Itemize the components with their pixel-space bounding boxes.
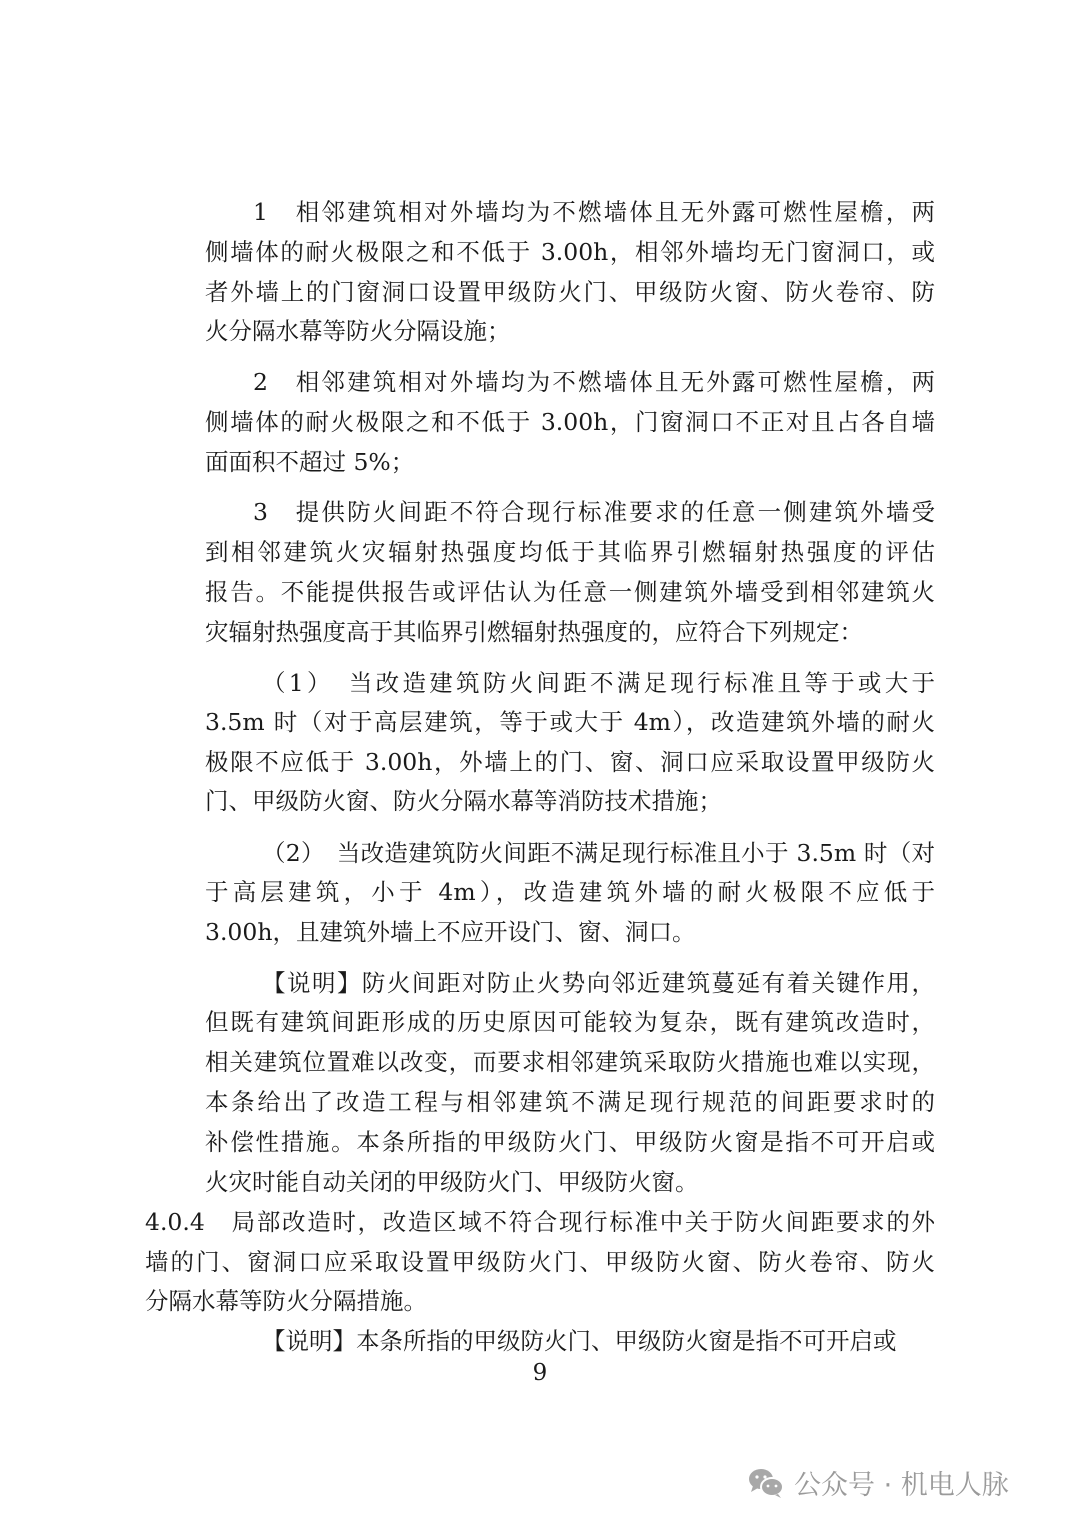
text-line: 面面积不超过 5%； — [205, 448, 415, 476]
text-line: 门、甲级防火窗、防火分隔水幕等消防技术措施； — [205, 787, 722, 815]
text-line: 1 相邻建筑相对外墙均为不燃墙体且无外露可燃性屋檐，两 — [253, 198, 935, 226]
text-line: 侧墙体的耐火极限之和不低于 3.00h，相邻外墙均无门窗洞口，或 — [205, 238, 935, 266]
text-line: 4.0.4 局部改造时，改造区域不符合现行标准中关于防火间距要求的外 — [145, 1208, 935, 1236]
text-line: 侧墙体的耐火极限之和不低于 3.00h，门窗洞口不正对且占各自墙 — [205, 408, 935, 436]
text-line: 火灾时能自动关闭的甲级防火门、甲级防火窗。 — [205, 1168, 699, 1196]
text-line: 相关建筑位置难以改变，而要求相邻建筑采取防火措施也难以实现， — [205, 1048, 935, 1076]
text-line: 3.00h，且建筑外墙上不应开设门、窗、洞口。 — [205, 918, 696, 946]
text-line: 本条给出了改造工程与相邻建筑不满足现行规范的间距要求时的 — [205, 1088, 935, 1116]
text-line: 灾辐射热强度高于其临界引燃辐射热强度的，应符合下列规定： — [205, 618, 863, 646]
wechat-icon — [748, 1467, 784, 1499]
text-line: （1） 当改造建筑防火间距不满足现行标准且等于或大于 — [262, 669, 935, 697]
text-line: 报告。不能提供报告或评估认为任意一侧建筑外墙受到相邻建筑火 — [205, 578, 935, 606]
text-line: 墙的门、窗洞口应采取设置甲级防火门、甲级防火窗、防火卷帘、防火 — [145, 1248, 935, 1276]
text-line: 【说明】本条所指的甲级防火门、甲级防火窗是指不可开启或 — [262, 1327, 897, 1355]
text-line: 【说明】防火间距对防止火势向邻近建筑蔓延有着关键作用， — [262, 969, 935, 997]
text-line: 于高层建筑，小于 4m），改造建筑外墙的耐火极限不应低于 — [205, 878, 935, 906]
text-line: 3 提供防火间距不符合现行标准要求的任意一侧建筑外墙受 — [253, 498, 935, 526]
text-line: 2 相邻建筑相对外墙均为不燃墙体且无外露可燃性屋檐，两 — [253, 368, 935, 396]
text-line: 3.5m 时（对于高层建筑，等于或大于 4m），改造建筑外墙的耐火 — [205, 708, 935, 736]
text-line: （2） 当改造建筑防火间距不满足现行标准且小于 3.5m 时（对 — [262, 839, 935, 867]
text-line: 分隔水幕等防火分隔措施。 — [145, 1287, 427, 1315]
page-number: 9 — [532, 1360, 548, 1386]
text-line: 到相邻建筑火灾辐射热强度均低于其临界引燃辐射热强度的评估 — [205, 538, 935, 566]
watermark-text: 公众号 · 机电人脉 — [794, 1470, 1009, 1501]
text-line: 火分隔水幕等防火分隔设施； — [205, 317, 511, 345]
text-line: 者外墙上的门窗洞口设置甲级防火门、甲级防火窗、防火卷帘、防 — [205, 278, 935, 306]
watermark — [748, 1463, 1009, 1502]
text-line: 极限不应低于 3.00h，外墙上的门、窗、洞口应采取设置甲级防火 — [205, 748, 935, 776]
text-line: 但既有建筑间距形成的历史原因可能较为复杂，既有建筑改造时， — [205, 1008, 935, 1036]
text-line: 补偿性措施。本条所指的甲级防火门、甲级防火窗是指不可开启或 — [205, 1128, 935, 1156]
